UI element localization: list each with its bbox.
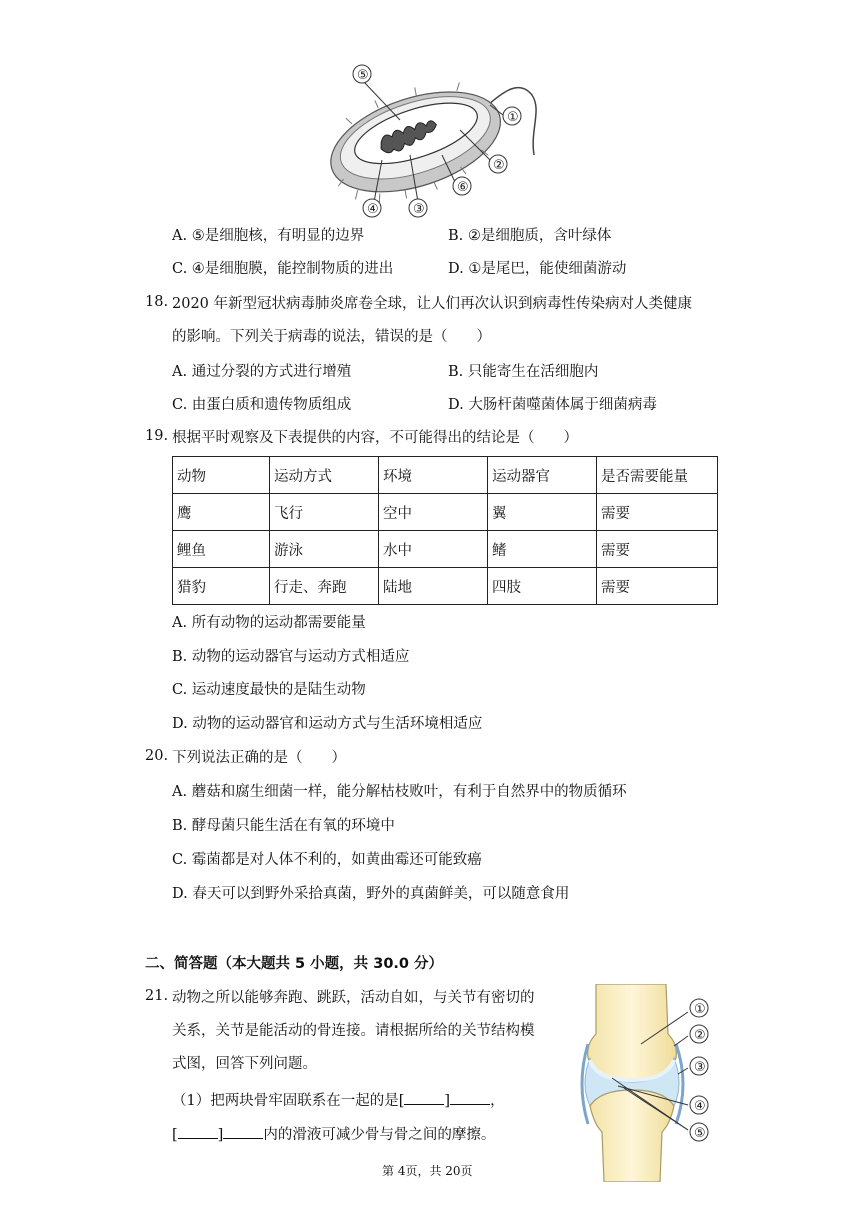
q21-line3: 式图，回答下列问题。 bbox=[172, 1056, 317, 1072]
q21-sub2 bbox=[172, 1124, 495, 1145]
table-cell: 需要 bbox=[597, 531, 718, 568]
table-cell: 翼 bbox=[488, 494, 597, 531]
answer-blank[interactable] bbox=[450, 1090, 490, 1105]
q17-option-d: D. ①是尾巴，能使细菌游动 bbox=[448, 261, 627, 277]
q19-option-b: B. 动物的运动器官与运动方式相适应 bbox=[172, 649, 410, 665]
q21-number: 21. bbox=[145, 988, 169, 1004]
label-6: ⑥ bbox=[457, 180, 469, 195]
q18-number: 18. bbox=[145, 294, 169, 310]
q18-option-b: B. 只能寄生在活细胞内 bbox=[448, 364, 599, 380]
table-header-cell: 是否需要能量 bbox=[597, 457, 718, 494]
table-cell: 行走、奔跑 bbox=[270, 568, 379, 605]
q19-option-d: D. 动物的运动器官和运动方式与生活环境相适应 bbox=[172, 716, 483, 732]
q20-option-d: D. 春天可以到野外采拾真菌，野外的真菌鲜美，可以随意食用 bbox=[172, 886, 570, 902]
table-header-row bbox=[173, 457, 718, 494]
table-row bbox=[173, 531, 718, 568]
q20-number: 20. bbox=[145, 748, 169, 764]
q21-sub1-prefix: （1）把两块骨牢固联系在一起的是[ bbox=[172, 1093, 405, 1109]
q17-option-c: C. ④是细胞膜，能控制物质的进出 bbox=[172, 261, 394, 277]
q20-option-b: B. 酵母菌只能生活在有氧的环境中 bbox=[172, 818, 395, 834]
joint-diagram bbox=[566, 984, 736, 1182]
joint-label-1: ① bbox=[694, 1002, 706, 1017]
joint-label-2: ② bbox=[694, 1028, 706, 1043]
label-3: ③ bbox=[413, 202, 425, 217]
answer-blank[interactable] bbox=[223, 1124, 263, 1139]
q18-stem-line2: 的影响。下列关于病毒的说法，错误的是（ ） bbox=[172, 329, 491, 345]
bacteria-diagram bbox=[320, 60, 550, 220]
q20-option-a: A. 蘑菇和腐生细菌一样，能分解枯枝败叶，有利于自然界中的物质循环 bbox=[172, 784, 627, 800]
q18-option-d: D. 大肠杆菌噬菌体属于细菌病毒 bbox=[448, 397, 657, 413]
table-cell: 空中 bbox=[379, 494, 488, 531]
joint-label-4: ④ bbox=[694, 1099, 706, 1114]
table-cell: 需要 bbox=[597, 494, 718, 531]
q21-sub1 bbox=[172, 1090, 505, 1111]
q21-sub1-end: ， bbox=[490, 1093, 505, 1109]
q21-sub2-end: 内的滑液可减少骨与骨之间的摩擦。 bbox=[263, 1127, 496, 1143]
joint-label-3: ③ bbox=[694, 1060, 706, 1075]
q17-option-a: A. ⑤是细胞核，有明显的边界 bbox=[172, 228, 365, 244]
table-cell: 飞行 bbox=[270, 494, 379, 531]
q19-number: 19. bbox=[145, 428, 169, 444]
q21-line2: 关系，关节是能活动的骨连接。请根据所给的关节结构模 bbox=[172, 1023, 535, 1039]
table-header-cell: 运动方式 bbox=[270, 457, 379, 494]
q19-stem: 根据平时观察及下表提供的内容，不可能得出的结论是（ ） bbox=[172, 430, 578, 446]
table-cell: 鲤鱼 bbox=[173, 531, 270, 568]
q20-stem: 下列说法正确的是（ ） bbox=[172, 750, 346, 766]
label-2: ② bbox=[493, 158, 505, 173]
table-cell: 猎豹 bbox=[173, 568, 270, 605]
label-1: ① bbox=[507, 110, 519, 125]
table-header-cell: 运动器官 bbox=[488, 457, 597, 494]
table-cell: 陆地 bbox=[379, 568, 488, 605]
table-cell: 四肢 bbox=[488, 568, 597, 605]
q21-sub2-prefix: [ bbox=[172, 1127, 178, 1143]
q19-option-a: A. 所有动物的运动都需要能量 bbox=[172, 615, 366, 631]
joint-label-5: ⑤ bbox=[694, 1126, 706, 1141]
q21-line1: 动物之所以能够奔跑、跳跃，活动自如，与关节有密切的 bbox=[172, 990, 535, 1006]
table-cell: 游泳 bbox=[270, 531, 379, 568]
table-header-cell: 环境 bbox=[379, 457, 488, 494]
q18-option-a: A. 通过分裂的方式进行增殖 bbox=[172, 364, 352, 380]
q19-option-c: C. 运动速度最快的是陆生动物 bbox=[172, 682, 366, 698]
answer-blank[interactable] bbox=[178, 1124, 218, 1139]
table-row bbox=[173, 494, 718, 531]
animal-movement-table bbox=[172, 456, 718, 605]
q18-option-c: C. 由蛋白质和遗传物质组成 bbox=[172, 397, 352, 413]
page-footer: 第 4页，共 20页 bbox=[382, 1164, 473, 1178]
table-cell: 水中 bbox=[379, 531, 488, 568]
table-row bbox=[173, 568, 718, 605]
section-title: 二、简答题（本大题共 5 小题，共 30.0 分） bbox=[145, 956, 444, 972]
q21-sub2-mid: ] bbox=[217, 1127, 224, 1143]
q18-stem-line1: 2020 年新型冠状病毒肺炎席卷全球，让人们再次认识到病毒性传染病对人类健康 bbox=[172, 296, 693, 312]
table-cell: 鳍 bbox=[488, 531, 597, 568]
answer-blank[interactable] bbox=[404, 1090, 444, 1105]
table-cell: 鹰 bbox=[173, 494, 270, 531]
table-header-cell: 动物 bbox=[173, 457, 270, 494]
q17-option-b: B. ②是细胞质，含叶绿体 bbox=[448, 228, 612, 244]
table-cell: 需要 bbox=[597, 568, 718, 605]
q21-sub1-mid: ] bbox=[444, 1093, 451, 1109]
q20-option-c: C. 霉菌都是对人体不利的，如黄曲霉还可能致癌 bbox=[172, 852, 482, 868]
label-5: ⑤ bbox=[357, 68, 369, 83]
label-4: ④ bbox=[367, 202, 379, 217]
